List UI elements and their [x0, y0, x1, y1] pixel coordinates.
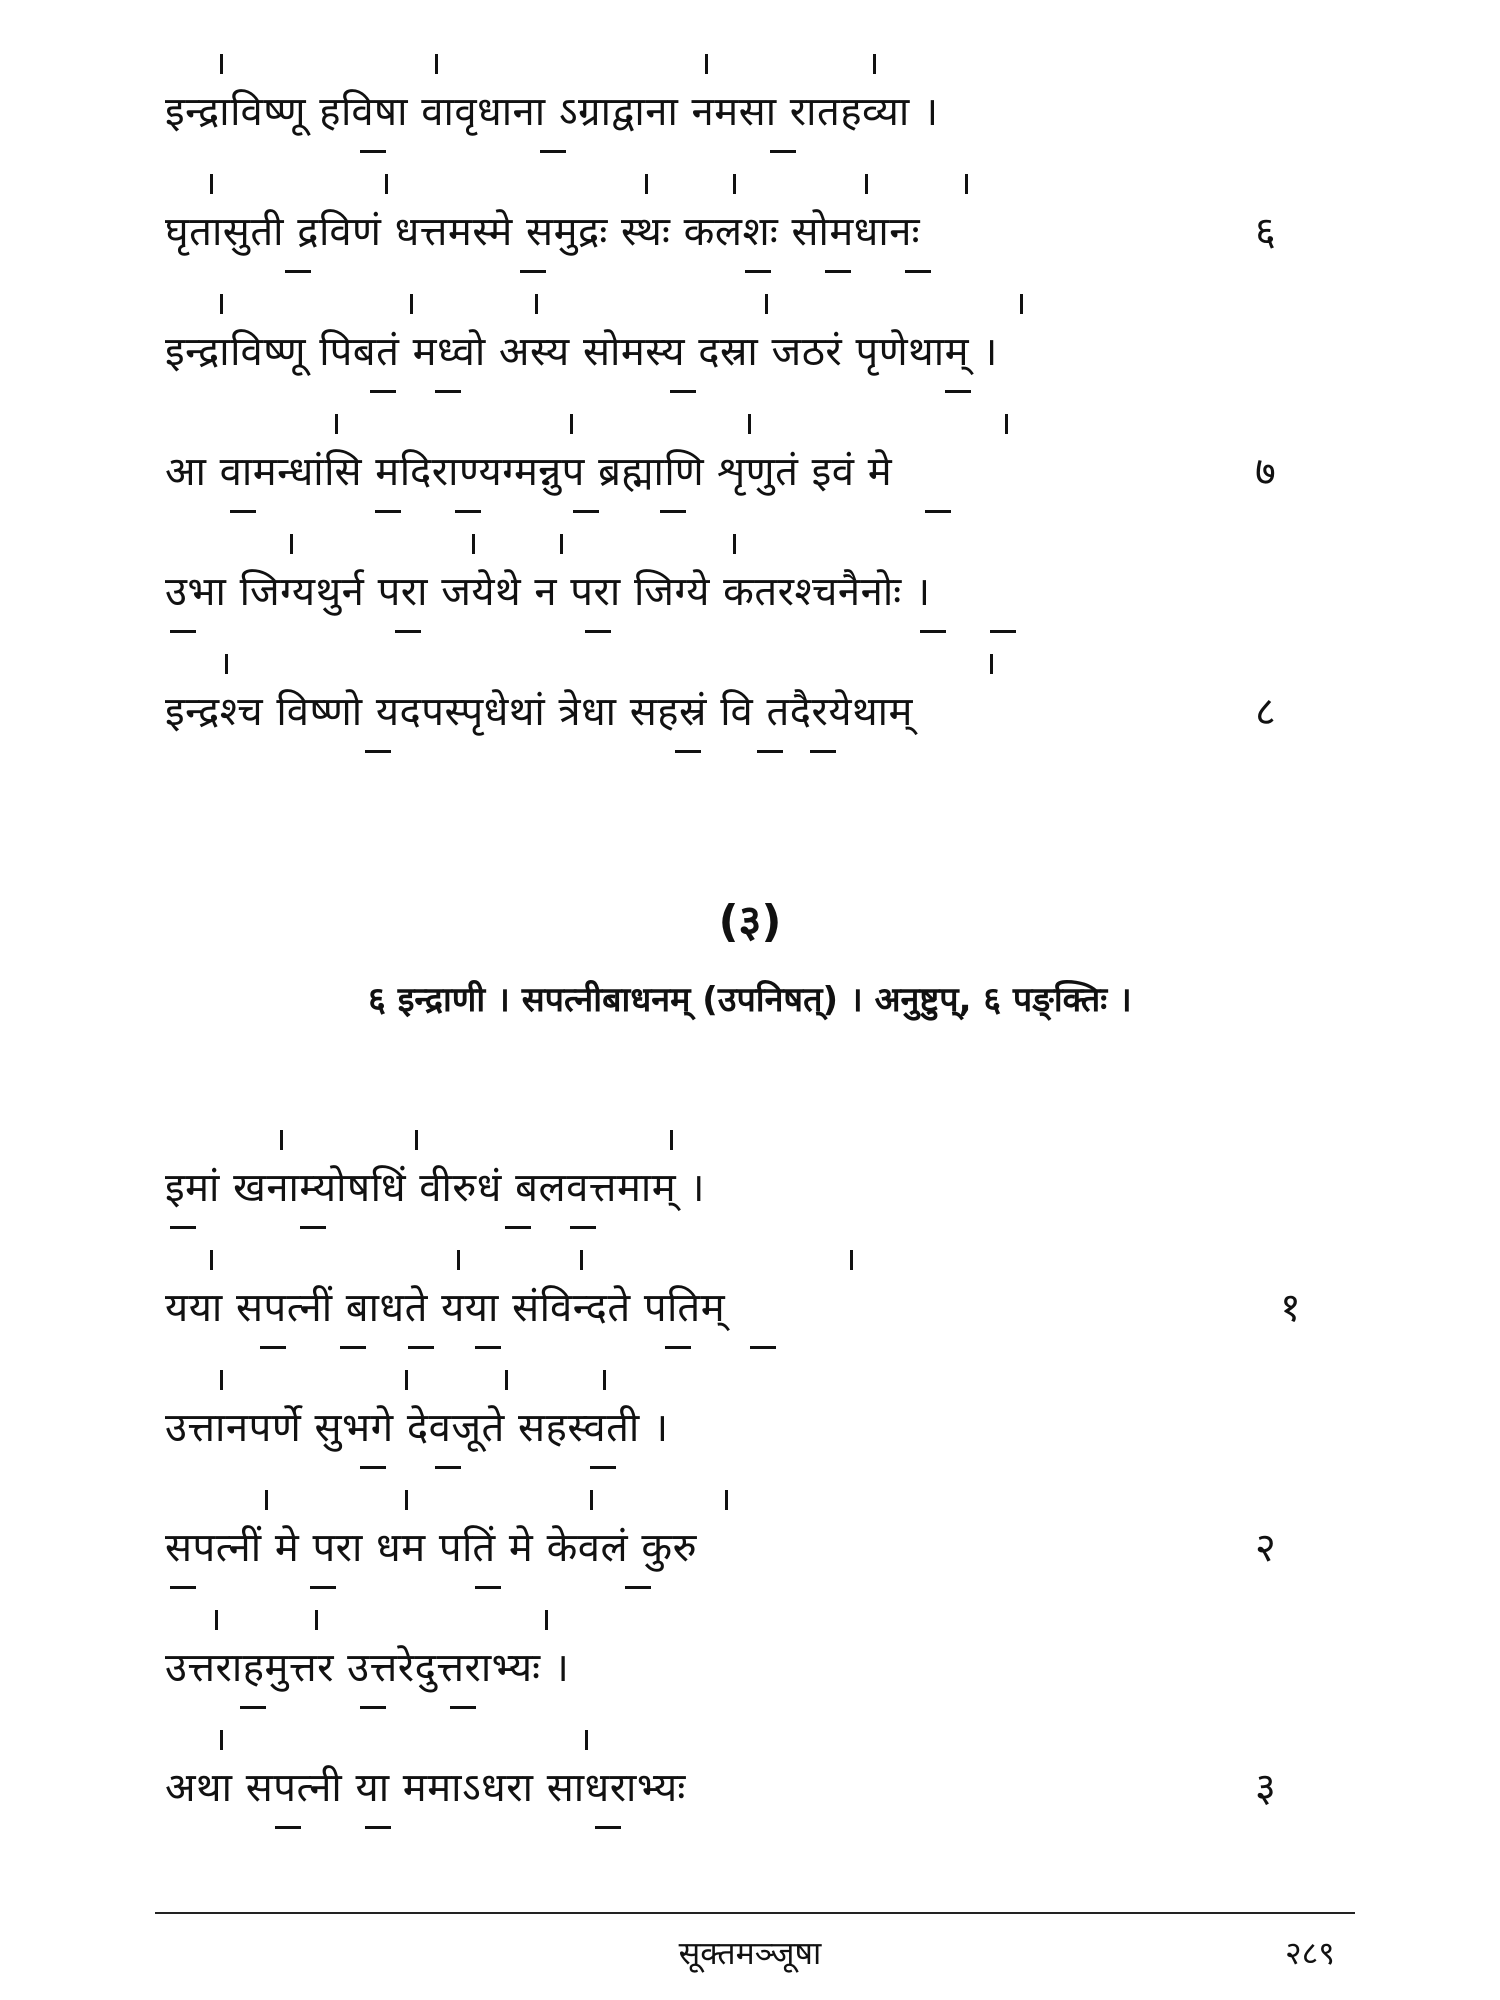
accent-mark [435, 54, 438, 74]
section-description: ६ इन्द्राणी । सपत्नीबाधनम् (उपनिषत्) । अनुष्टुप्, ६ पङ्क्तिः । [368, 980, 1132, 1020]
accent-mark [375, 510, 401, 513]
accent-mark [560, 534, 563, 554]
verse-text: उत्तानपर्णे सुभगे देवजूते सहस्वती । [165, 1405, 669, 1451]
accent-mark [733, 174, 736, 194]
accent-mark [475, 1346, 501, 1349]
accent-mark [770, 150, 796, 153]
verse-line [165, 1152, 1305, 1224]
verse-number: ३ [1255, 1765, 1276, 1811]
accent-mark [335, 414, 338, 434]
accent-mark [220, 54, 223, 74]
accent-mark [573, 510, 599, 513]
accent-mark [405, 1370, 408, 1390]
accent-mark [520, 270, 546, 273]
accent-mark [220, 1730, 223, 1750]
accent-mark [1020, 294, 1023, 314]
accent-mark [365, 750, 391, 753]
accent-mark [405, 1490, 408, 1510]
verse-line [165, 1752, 1305, 1824]
accent-mark [748, 414, 751, 434]
accent-mark [645, 174, 648, 194]
accent-mark [990, 654, 993, 674]
footer-divider [155, 1912, 1355, 1914]
accent-mark [750, 1346, 776, 1349]
accent-mark [850, 1250, 853, 1270]
verse-text: घृतासुती द्रविणं धत्तमस्मे समुद्रः स्थः कलशः सोमधानः [165, 209, 921, 255]
accent-mark [455, 510, 481, 513]
accent-mark [570, 1226, 596, 1229]
accent-mark [310, 1586, 336, 1589]
accent-mark [765, 294, 768, 314]
accent-mark [360, 1706, 386, 1709]
accent-mark [170, 1226, 196, 1229]
accent-mark [225, 654, 228, 674]
accent-mark [472, 534, 475, 554]
accent-mark [670, 390, 696, 393]
accent-mark [210, 1250, 213, 1270]
accent-mark [240, 1706, 266, 1709]
verse-line [165, 1512, 1305, 1584]
verse-number: २ [1255, 1525, 1276, 1571]
accent-mark [300, 1226, 326, 1229]
accent-mark [210, 174, 213, 194]
verse-line [165, 676, 1305, 748]
accent-mark [540, 150, 566, 153]
verse-number: ६ [1255, 209, 1276, 255]
accent-mark [280, 1130, 283, 1150]
accent-mark [450, 1706, 476, 1709]
verse-text: इन्द्राविष्णू हविषा वावृधाना ऽग्राद्वाना नमसा रातहव्या । [165, 89, 939, 135]
accent-mark [570, 414, 573, 434]
accent-mark [410, 294, 413, 314]
accent-mark [535, 294, 538, 314]
accent-mark [585, 1730, 588, 1750]
verse-line [165, 196, 1305, 268]
accent-mark [365, 1826, 391, 1829]
accent-mark [230, 510, 256, 513]
accent-mark [725, 1490, 728, 1510]
accent-mark [265, 1490, 268, 1510]
accent-mark [865, 174, 868, 194]
accent-mark [370, 390, 396, 393]
verse-line [165, 1392, 1305, 1464]
accent-mark [920, 630, 946, 633]
accent-mark [990, 630, 1016, 633]
verse-number: १ [1280, 1285, 1301, 1331]
verse-line [165, 76, 1305, 148]
accent-mark [290, 534, 293, 554]
accent-mark [660, 510, 686, 513]
accent-mark [505, 1370, 508, 1390]
accent-mark [590, 1466, 616, 1469]
accent-mark [965, 174, 968, 194]
accent-mark [745, 270, 771, 273]
verse-line [165, 436, 1305, 508]
verse-line [165, 1632, 1305, 1704]
accent-mark [580, 1250, 583, 1270]
accent-mark [220, 294, 223, 314]
accent-mark [220, 1370, 223, 1390]
accent-mark [260, 1346, 286, 1349]
accent-mark [705, 54, 708, 74]
accent-mark [873, 54, 876, 74]
verse-line [165, 316, 1305, 388]
accent-mark [603, 1370, 606, 1390]
accent-mark [925, 510, 951, 513]
verse-number: ८ [1255, 689, 1276, 735]
accent-mark [415, 1130, 418, 1150]
accent-mark [505, 1226, 531, 1229]
verse-text: आ वामन्धांसि मदिराण्यग्मन्नुप ब्रह्माणि शृणुतं इवं मे [165, 449, 893, 495]
verse-text: इन्द्रश्च विष्णो यदपस्पृधेथां त्रेधा सहस्रं वि तदैरयेथाम् [165, 689, 913, 735]
accent-mark [625, 1586, 651, 1589]
accent-mark [360, 150, 386, 153]
accent-mark [340, 1346, 366, 1349]
accent-mark [905, 270, 931, 273]
page-number: २८९ [1285, 1934, 1335, 1972]
accent-mark [585, 630, 611, 633]
accent-mark [215, 1610, 218, 1630]
accent-mark [285, 270, 311, 273]
accent-mark [945, 390, 971, 393]
accent-mark [170, 630, 196, 633]
verse-text: उत्तराहमुत्तर उत्तरेदुत्तराभ्यः । [165, 1645, 570, 1691]
accent-mark [435, 390, 461, 393]
accent-mark [545, 1610, 548, 1630]
accent-mark [385, 174, 388, 194]
verse-text: यया सपत्नीं बाधते यया संविन्दते पतिम् [165, 1285, 726, 1331]
verse-text: इमां खनाम्योषधिं वीरुधं बलवत्तमाम् । [165, 1165, 706, 1211]
accent-mark [590, 1490, 593, 1510]
verse-text: अथा सपत्नी या ममाऽधरा साधराभ्यः [165, 1765, 686, 1811]
accent-mark [825, 270, 851, 273]
accent-mark [670, 1130, 673, 1150]
verse-line [165, 556, 1305, 628]
accent-mark [315, 1610, 318, 1630]
accent-mark [810, 750, 836, 753]
verse-text: इन्द्राविष्णू पिबतं मध्वो अस्य सोमस्य दस्रा जठरं पृणेथाम् । [165, 329, 998, 375]
accent-mark [665, 1346, 691, 1349]
accent-mark [733, 534, 736, 554]
accent-mark [435, 1466, 461, 1469]
accent-mark [457, 1250, 460, 1270]
accent-mark [275, 1826, 301, 1829]
footer-book-title: सूक्तमञ्जूषा [678, 1934, 822, 1972]
accent-mark [408, 1346, 434, 1349]
verse-line [165, 1272, 1305, 1344]
accent-mark [475, 1586, 501, 1589]
verse-number: ७ [1255, 449, 1276, 495]
accent-mark [757, 750, 783, 753]
accent-mark [360, 1466, 386, 1469]
accent-mark [675, 750, 701, 753]
accent-mark [170, 1586, 196, 1589]
verse-text: सपत्नीं मे परा धम पतिं मे केवलं कुरु [165, 1525, 698, 1571]
accent-mark [395, 630, 421, 633]
section-number: (३) [718, 896, 782, 947]
verse-text: उभा जिग्यथुर्न परा जयेथे न परा जिग्ये कतरश्चनैनोः । [165, 569, 931, 615]
accent-mark [595, 1826, 621, 1829]
accent-mark [1005, 414, 1008, 434]
